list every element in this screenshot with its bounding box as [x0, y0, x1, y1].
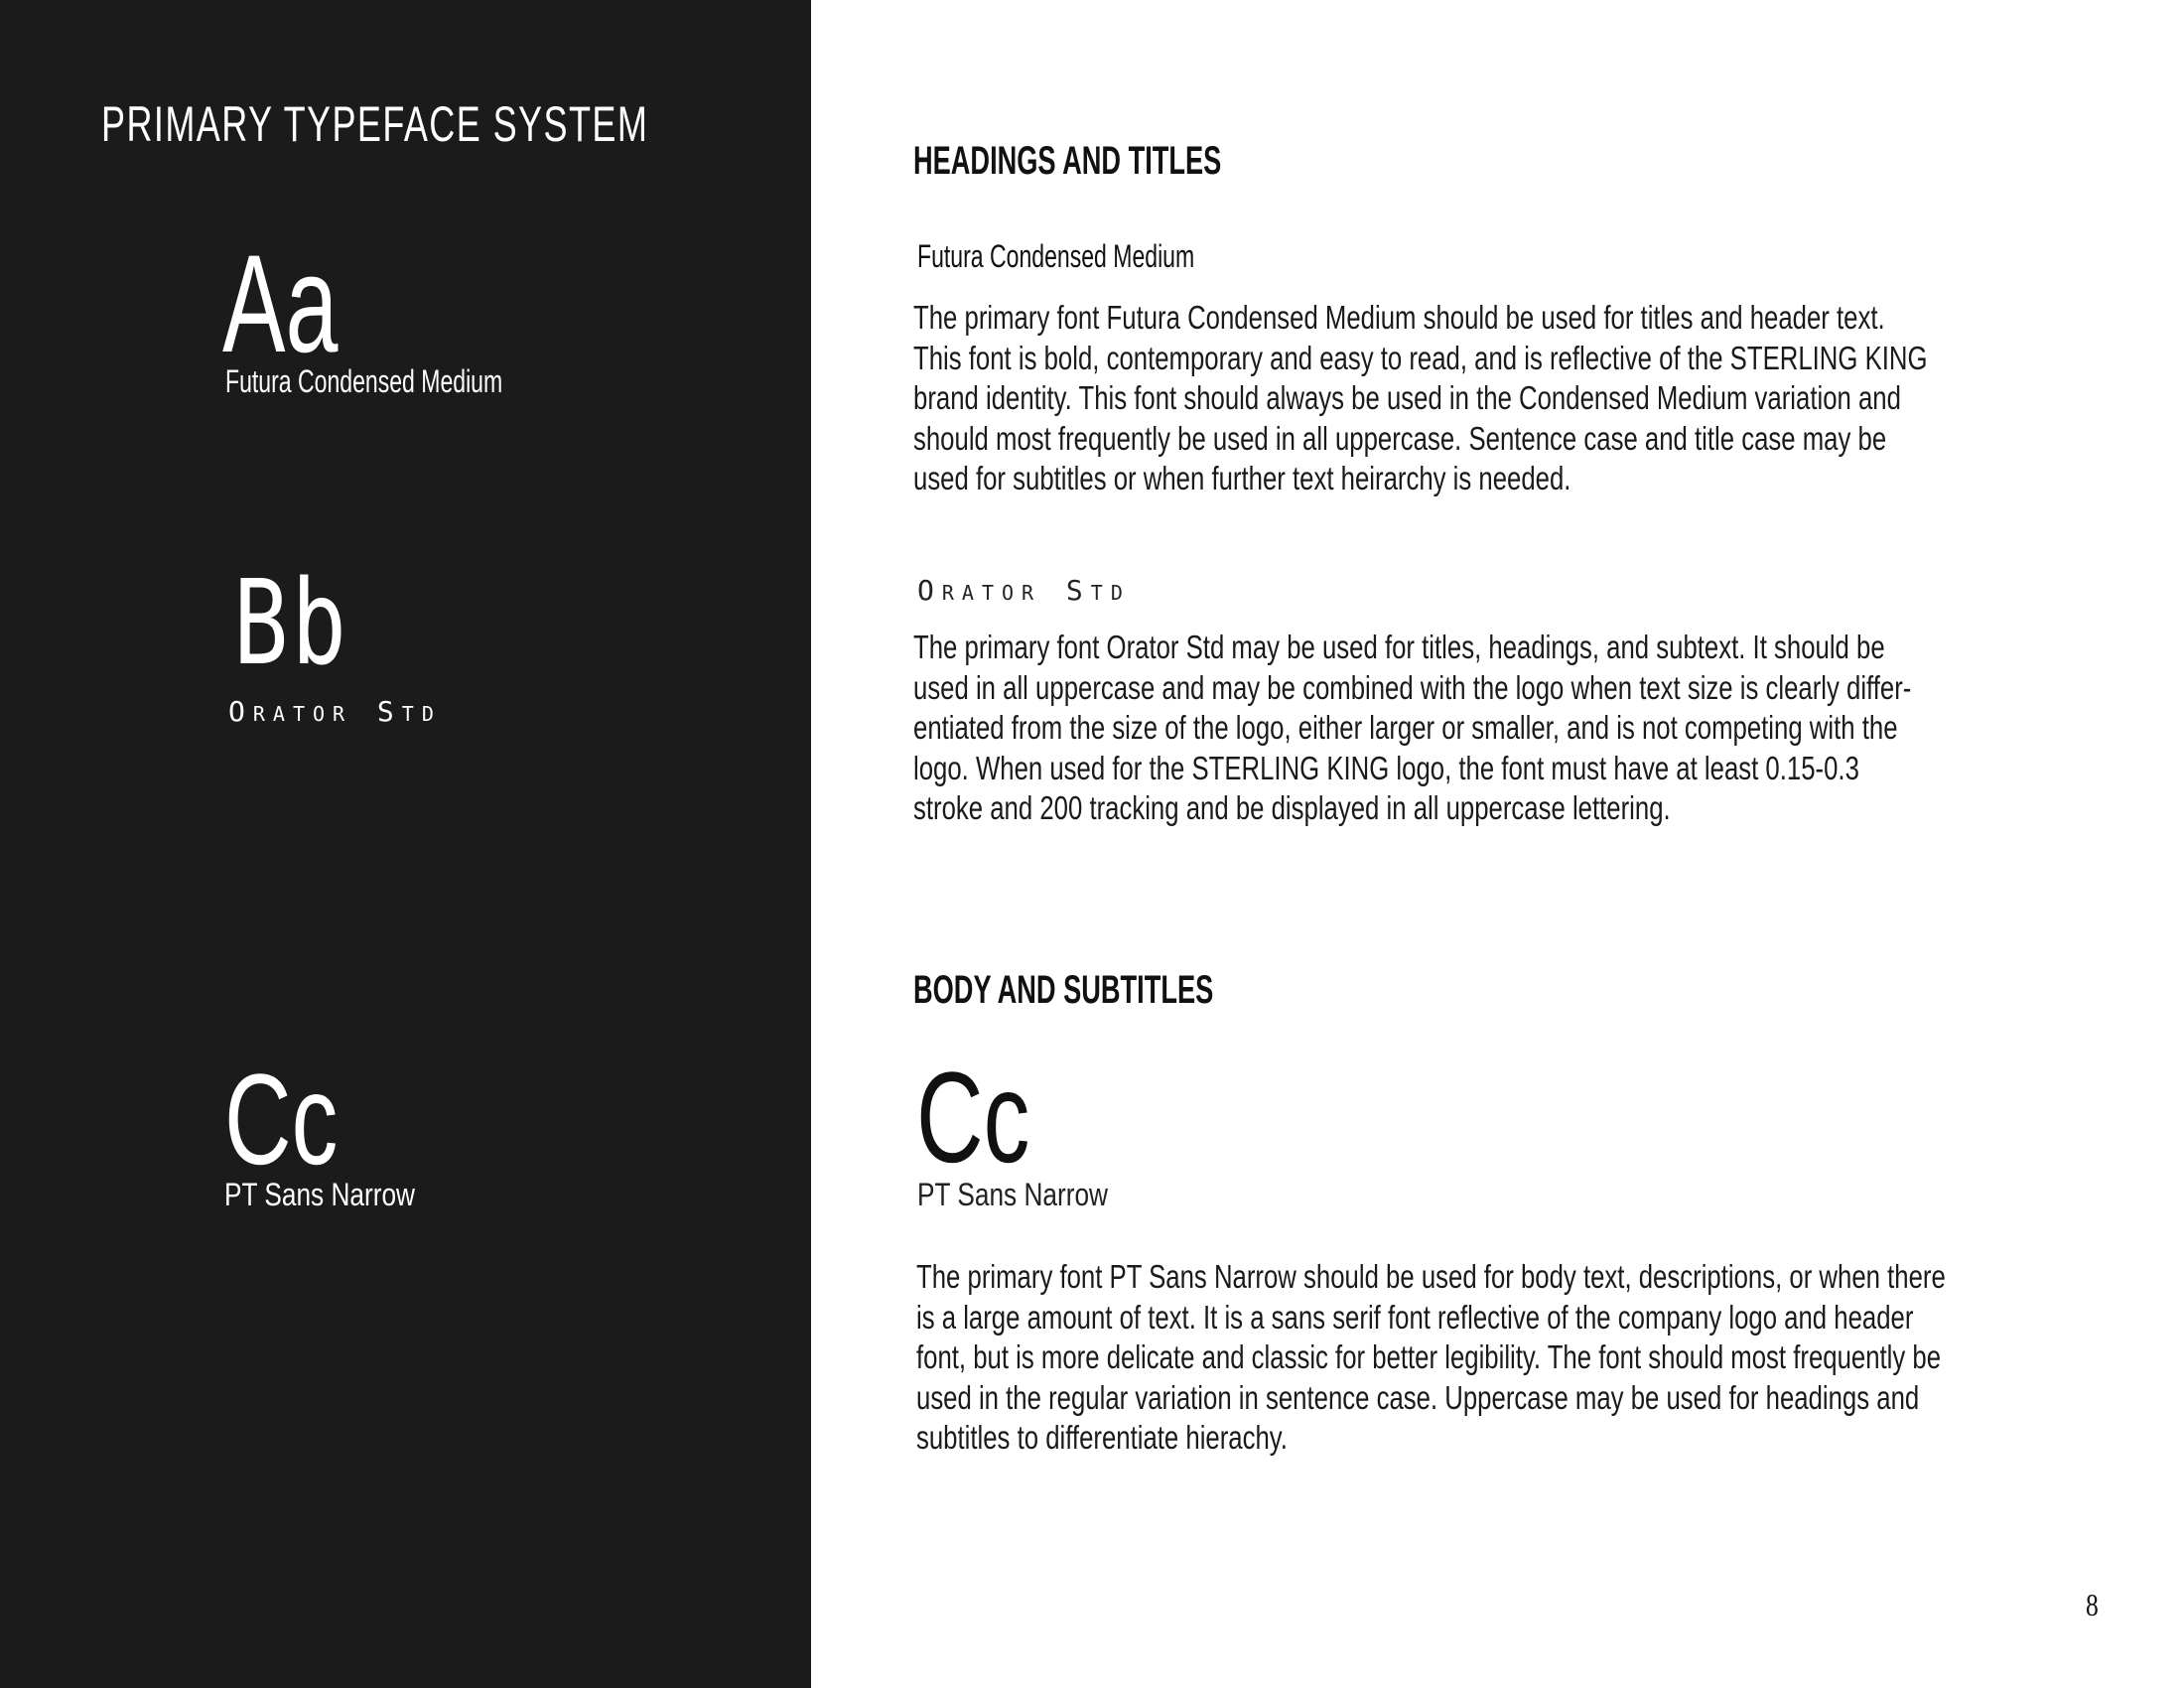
orator-sample-glyph: Bb	[233, 554, 350, 691]
body-and-subtitles-heading: BODY AND SUBTITLES	[913, 968, 1214, 1012]
futura-sample-glyph: Aa	[222, 225, 339, 381]
page-number: 8	[2086, 1587, 2099, 1622]
left-panel	[0, 0, 811, 1688]
orator-sample-label: Orator Std	[228, 695, 442, 728]
futura-subtitle: Futura Condensed Medium	[917, 238, 1195, 274]
orator-description: The primary font Orator Std may be used for titles, headings, and subtext. It should be used in all uppercase and may be combined with the logo when text size is clearly differ-entiated from the size of the logo, either larger or smaller, and is not competing with the logo. When used for the STERLING KING logo, the font must have at least 0.15-0.3 stroke and 200 tracking and be displayed in all uppercase lettering.	[913, 629, 1912, 826]
futura-sample-label: Futura Condensed Medium	[225, 363, 503, 399]
futura-description: The primary font Futura Condensed Medium should be used for titles and header text. This font is bold, contemporary and easy to read, and is reflective of the STERLING KING brand identity. This font should always be used in the Condensed Medium variation and should most frequently be used in all uppercase. Sentence case and title case may be used for subtitles or when further text heirarchy is needed.	[913, 299, 1928, 496]
ptsans-sample-label: PT Sans Narrow	[224, 1177, 416, 1212]
right-panel	[811, 0, 2184, 1688]
ptsans-sample-glyph: Cc	[224, 1047, 339, 1192]
ptsans-body-label: PT Sans Narrow	[917, 1177, 1109, 1212]
headings-and-titles-heading: HEADINGS AND TITLES	[913, 139, 1222, 183]
ptsans-description: The primary font PT Sans Narrow should be used for body text, descriptions, or when there is a large amount of text. It is a sans serif font reflective of the company logo and header font, but is more delicate and classic for better legibility. The font should most frequently be used in the regular variation in sentence case. Uppercase may be used for headings and subtitles to differentiate hierachy.	[916, 1258, 1946, 1456]
panel-title: PRIMARY TYPEFACE SYSTEM	[101, 96, 649, 152]
orator-subtitle: Orator Std	[917, 574, 1131, 607]
ptsans-body-glyph: Cc	[916, 1045, 1030, 1190]
